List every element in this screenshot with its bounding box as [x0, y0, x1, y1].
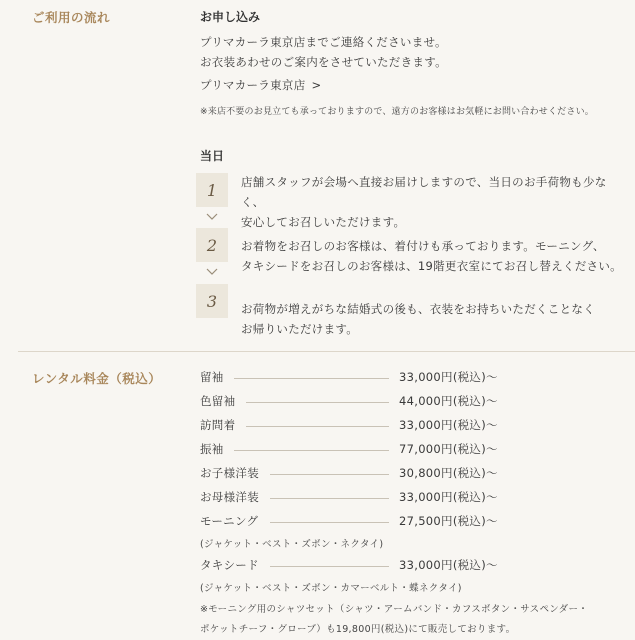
step-1-line-2: 安心してお召しいただけます。 — [241, 215, 406, 229]
application-heading — [200, 8, 625, 25]
application-line-2: お衣装あわせのご案内をさせていただきます。 — [200, 55, 447, 69]
price-item-value: 77,000円(税込)〜 — [399, 442, 498, 456]
tokyo-store-link[interactable] — [200, 77, 625, 93]
price-item-value: 44,000円(税込)〜 — [399, 394, 498, 408]
price-item-value: 30,800円(税込)〜 — [399, 466, 498, 480]
price-leader-line — [234, 450, 389, 451]
step-3-line-2: お帰りいただけます。 — [241, 322, 359, 336]
step-3-line-1: お荷物が増えがちな結婚式の後も、衣装をお持ちいただくことなく — [241, 302, 595, 316]
price-row — [200, 369, 500, 387]
morning-set-note: (ジャケット・ベスト・ズボン・ネクタイ) — [200, 539, 384, 550]
price-item-name: モーニング — [200, 514, 259, 528]
price-row — [200, 513, 500, 531]
day-heading: 当日 — [200, 149, 225, 163]
price-item-name: 留袖 — [200, 370, 224, 384]
price-item-name: 訪問着 — [200, 418, 236, 432]
rental-section-label: レンタル料金（税込） — [32, 371, 162, 386]
price-leader-line — [270, 522, 389, 523]
price-leader-line — [270, 566, 389, 567]
step-number-2: 2 — [196, 228, 228, 262]
step-1-line-1: 店舗スタッフが会場へ直接お届けしますので、当日のお手荷物も少なく、 — [241, 175, 607, 209]
step-text-1 — [241, 172, 627, 232]
step-text-2 — [241, 236, 627, 276]
shirt-set-footnote — [200, 600, 627, 640]
chevron-right-icon: > — [311, 78, 322, 92]
application-line-1: プリマカーラ東京店までご連絡くださいませ。 — [200, 35, 447, 49]
price-item-value: 33,000円(税込)〜 — [399, 418, 498, 432]
application-description — [200, 32, 625, 72]
step-text-3 — [241, 299, 627, 339]
step-number-3: 3 — [196, 284, 228, 318]
price-item-value: 33,000円(税込)〜 — [399, 370, 498, 384]
step-number-1: 1 — [196, 173, 228, 207]
price-item-name: お子様洋装 — [200, 466, 259, 480]
price-item-value: 27,500円(税込)〜 — [399, 514, 498, 528]
step-2-line-1: お着物をお召しのお客様は、着付けも承っております。モーニング、 — [241, 239, 605, 253]
chevron-down-icon — [203, 267, 221, 277]
day-heading-wrap — [200, 147, 625, 164]
price-item-name: お母様洋装 — [200, 490, 259, 504]
application-title: お申し込み — [200, 10, 261, 24]
section-divider — [18, 351, 635, 352]
footnote-line-2: ポケットチーフ・グローブ）も19,800円(税込)にて販売しております。 — [200, 624, 516, 635]
price-row — [200, 557, 500, 575]
price-leader-line — [270, 474, 389, 475]
application-note: ※来店不要のお見立ても承っておりますので、遠方のお客様はお気軽にお問い合わせください。 — [200, 107, 594, 117]
price-leader-line — [234, 378, 389, 379]
flow-section-label: ご利用の流れ — [32, 10, 111, 25]
tokyo-store-link-label[interactable]: プリマカーラ東京店 — [200, 78, 306, 92]
step-2-line-2: タキシードをお召しのお客様は、19階更衣室にてお召し替えください。 — [241, 259, 622, 273]
price-row — [200, 441, 500, 459]
tuxedo-set-note: (ジャケット・ベスト・ズボン・カマーベルト・蝶ネクタイ) — [200, 583, 462, 594]
price-item-name: 振袖 — [200, 442, 224, 456]
price-item-value: 33,000円(税込)〜 — [399, 558, 498, 572]
price-row — [200, 393, 500, 411]
price-leader-line — [270, 498, 389, 499]
footnote-line-1: ※モーニング用のシャツセット（シャツ・アームバンド・カフスボタン・サスペンダー・ — [200, 604, 589, 615]
price-row — [200, 417, 500, 435]
price-item-name: 色留袖 — [200, 394, 236, 408]
price-row — [200, 465, 500, 483]
price-leader-line — [246, 402, 389, 403]
price-item-value: 33,000円(税込)〜 — [399, 490, 498, 504]
price-row — [200, 489, 500, 507]
price-leader-line — [246, 426, 389, 427]
price-item-name: タキシード — [200, 558, 259, 572]
chevron-down-icon — [203, 212, 221, 222]
